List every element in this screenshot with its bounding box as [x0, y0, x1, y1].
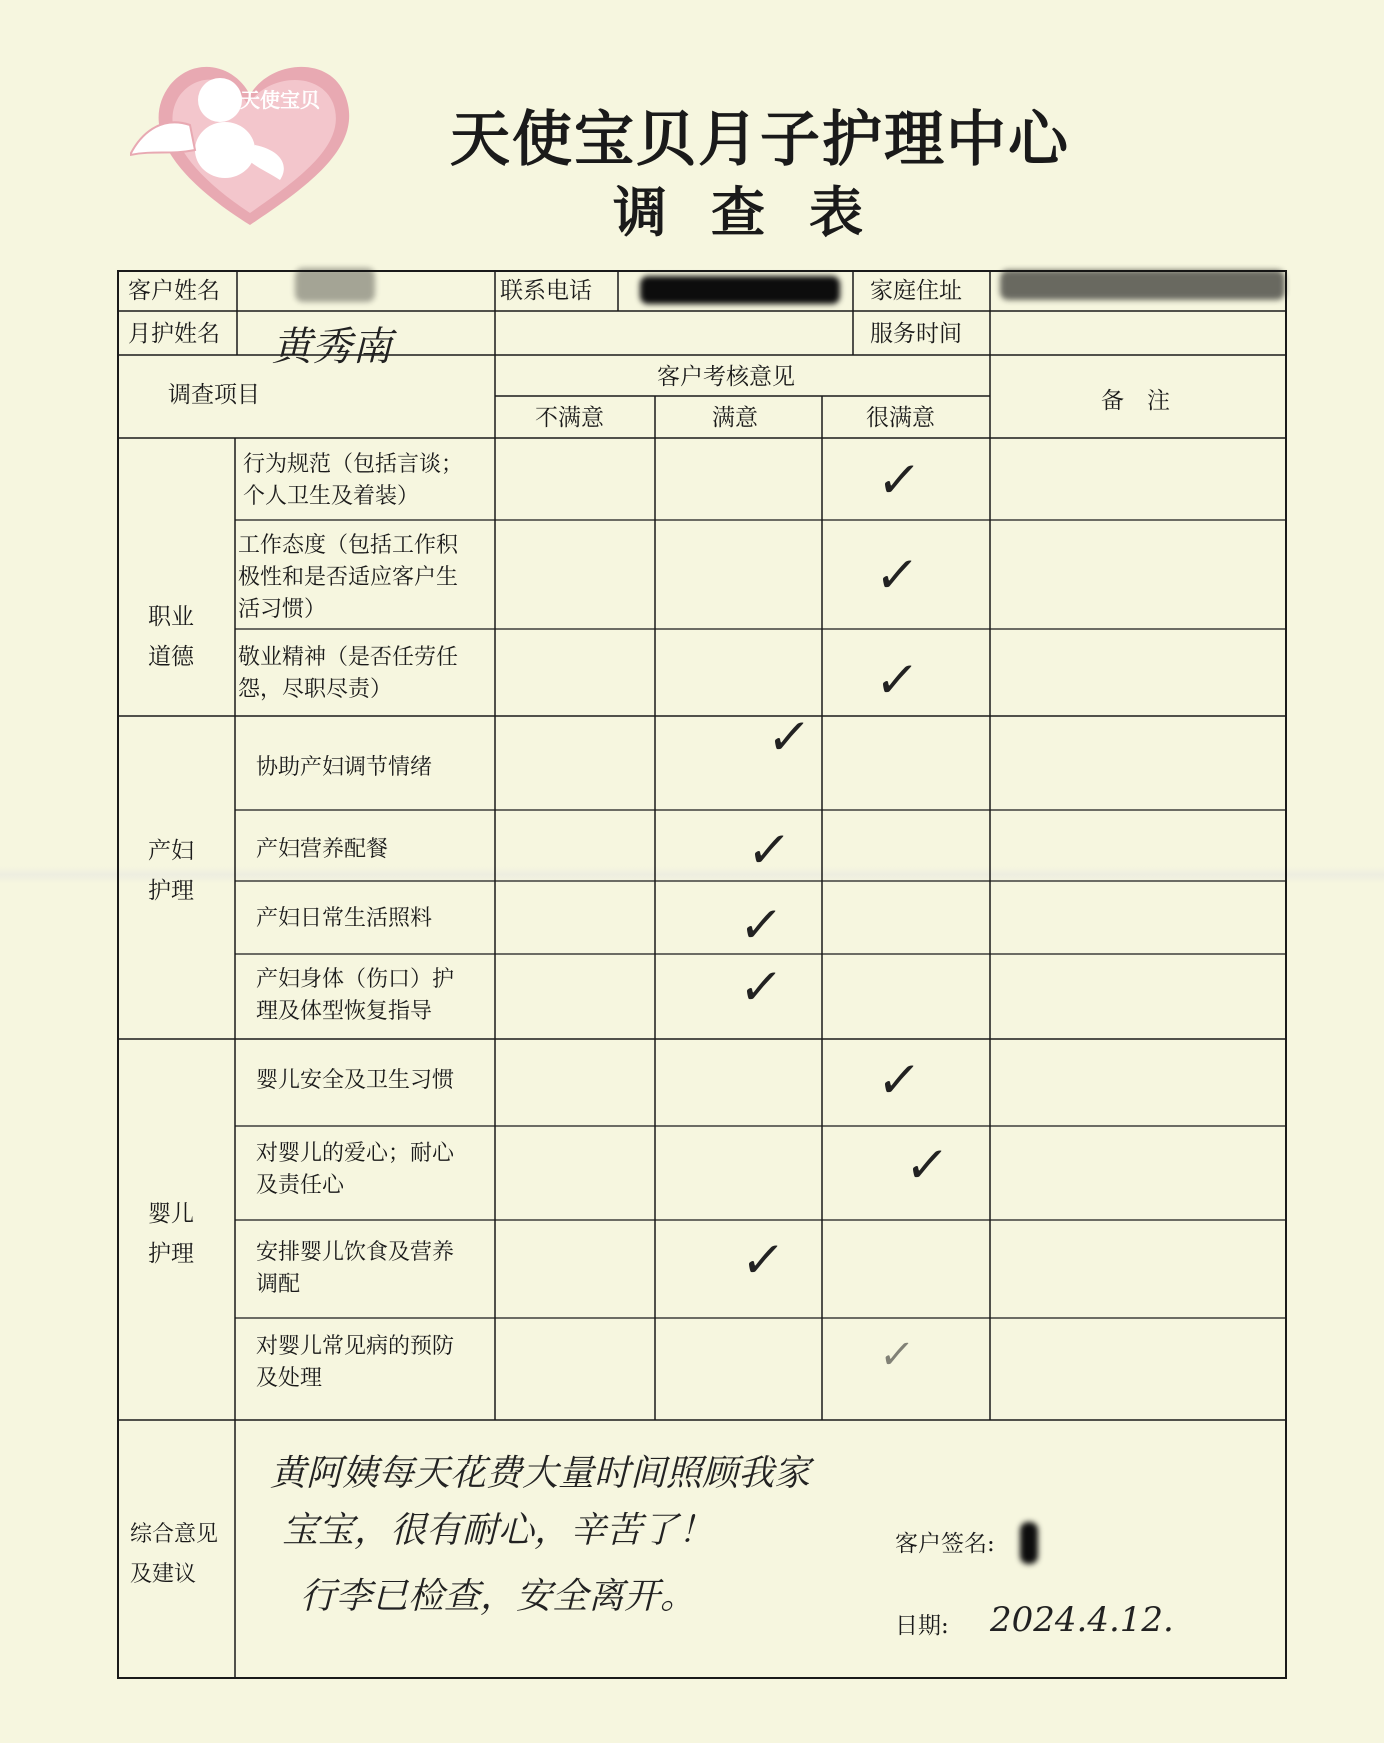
item-work-attitude: 工作态度（包括工作积 极性和是否适应客户生 活习惯）	[238, 533, 459, 622]
document-title: 天使宝贝月子护理中心	[450, 105, 1070, 175]
customer-name-redaction	[295, 268, 375, 302]
document-subtitle: 调查表	[613, 181, 907, 244]
check-mark: ✓	[873, 451, 924, 509]
check-mark: ✓	[873, 1051, 924, 1109]
nurse-name-handwritten: 黄秀南	[272, 324, 392, 370]
check-mark: ✓	[735, 958, 786, 1016]
check-mark: ✓	[871, 651, 922, 709]
item-infant-love: 对婴儿的爱心；耐心 及责任心	[256, 1141, 455, 1198]
logo-text: 天使宝贝	[240, 88, 320, 112]
signature-label: 客户签名:	[895, 1531, 995, 1557]
section-infant-care: 婴儿 护理	[148, 1201, 194, 1267]
signature-redaction	[1020, 1522, 1038, 1564]
date-label: 日期:	[895, 1613, 949, 1639]
item-infant-safety: 婴儿安全及卫生习惯	[256, 1068, 455, 1093]
item-daily-care: 产妇日常生活照料	[256, 906, 433, 931]
item-infant-illness: 对婴儿常见病的预防 及处理	[256, 1334, 455, 1391]
satisfied-header: 满意	[712, 405, 758, 431]
check-mark: ✓	[901, 1136, 952, 1194]
item-recovery-guidance: 产妇身体（伤口）护 理及体型恢复指导	[256, 967, 455, 1024]
survey-item-header: 调查项目	[168, 382, 260, 408]
address-redaction	[1000, 270, 1285, 300]
phone-redaction	[640, 276, 840, 304]
check-mark: ✓	[876, 1332, 917, 1378]
remarks-header: 备 注	[1101, 388, 1170, 414]
item-dedication: 敬业精神（是否任劳任 怨，尽职尽责）	[238, 645, 459, 702]
phone-label: 联系电话	[500, 278, 592, 304]
customer-name-label: 客户姓名	[128, 278, 220, 304]
check-mark: ✓	[737, 1231, 788, 1289]
item-emotion-help: 协助产妇调节情绪	[256, 755, 433, 780]
section-maternal-care: 产妇 护理	[148, 838, 194, 904]
unsatisfied-header: 不满意	[535, 405, 604, 431]
check-mark: ✓	[871, 546, 922, 604]
nurse-name-label: 月护姓名	[128, 321, 220, 347]
item-nutrition-meals: 产妇营养配餐	[256, 837, 389, 862]
check-mark: ✓	[735, 896, 786, 954]
item-behavior: 行为规范（包括言谈； 个人卫生及着装）	[243, 452, 464, 509]
opinion-group-header: 客户考核意见	[657, 364, 795, 390]
comment-line-3: 行李已检查，安全离开。	[300, 1576, 697, 1617]
comment-line-1: 黄阿姨每天花费大量时间照顾我家	[270, 1453, 811, 1494]
check-mark: ✓	[763, 708, 814, 766]
item-infant-feeding: 安排婴儿饮食及营养 调配	[256, 1240, 455, 1297]
service-time-label: 服务时间	[870, 321, 962, 347]
comments-label: 综合意见 及建议	[130, 1522, 219, 1587]
very-satisfied-header: 很满意	[866, 405, 935, 431]
section-professional-ethics: 职业 道德	[148, 604, 194, 670]
comment-line-2: 宝宝，很有耐心，辛苦了！	[282, 1510, 715, 1551]
date-value: 2024.4.12.	[990, 1600, 1174, 1640]
check-mark: ✓	[743, 821, 794, 879]
address-label: 家庭住址	[870, 278, 962, 304]
